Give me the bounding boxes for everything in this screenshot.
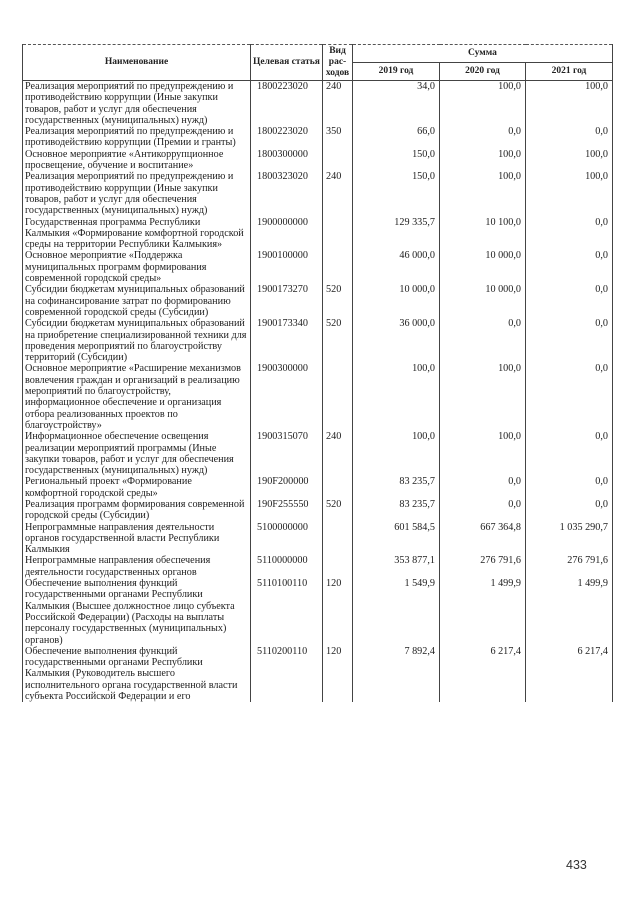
row-2019: 34,0 xyxy=(353,81,440,127)
row-name: Непрограммные направления деятельности органов государственной власти Республики Калмыкия xyxy=(23,522,251,556)
row-2020: 0,0 xyxy=(440,499,526,522)
row-2019: 129 335,7 xyxy=(353,217,440,251)
row-2020: 0,0 xyxy=(440,318,526,363)
row-name: Субсидии бюджетам муниципальных образований на софинансирование затрат по формированию современной городской среды (Субсидии) xyxy=(23,284,251,318)
row-vid xyxy=(323,363,353,431)
row-code: 190F255550 xyxy=(251,499,323,522)
table-row xyxy=(23,363,613,431)
row-name: Обеспечение выполнения функций государственными органами Республики Калмыкия (Руководитель высшего исполнительного органа государственной власти субъекта Российской Федерации и его xyxy=(23,646,251,702)
row-vid xyxy=(323,149,353,172)
row-2019: 100,0 xyxy=(353,431,440,476)
row-vid xyxy=(323,217,353,251)
row-2019: 1 549,9 xyxy=(353,578,440,646)
row-vid: 120 xyxy=(323,578,353,646)
table-row xyxy=(23,250,613,284)
budget-table-sheet xyxy=(22,44,612,702)
row-2021: 0,0 xyxy=(526,476,613,499)
row-name: Основное мероприятие «Расширение механизмов вовлечения граждан и организаций в реализацию мероприятий по благоустройству, информационное обеспечение и организация отбора реализованных проектов по благоустройству» xyxy=(23,363,251,431)
row-code: 1900000000 xyxy=(251,217,323,251)
row-vid xyxy=(323,476,353,499)
row-code: 5110000000 xyxy=(251,555,323,578)
row-name: Реализация программ формирования современной городской среды (Субсидии) xyxy=(23,499,251,522)
row-name: Информационное обеспечение освещения реализации мероприятий программы (Иные закупки товаров, работ и услуг для обеспечения государственных (муниципальных) нужд) xyxy=(23,431,251,476)
row-vid: 240 xyxy=(323,81,353,127)
row-code: 1800223020 xyxy=(251,81,323,127)
row-2021: 0,0 xyxy=(526,499,613,522)
header-sum: Сумма xyxy=(353,45,613,63)
header-2021: 2021 год xyxy=(526,63,613,81)
row-code: 1900173270 xyxy=(251,284,323,318)
header-2019: 2019 год xyxy=(353,63,440,81)
table-row xyxy=(23,578,613,646)
row-vid xyxy=(323,555,353,578)
table-row xyxy=(23,555,613,578)
header-code: Целевая статья xyxy=(251,45,323,81)
row-2020: 100,0 xyxy=(440,81,526,127)
row-code: 5100000000 xyxy=(251,522,323,556)
row-name: Основное мероприятие «Поддержка муниципальных программ формирования современной городской среды» xyxy=(23,250,251,284)
row-2021: 0,0 xyxy=(526,363,613,431)
row-name: Реализация мероприятий по предупреждению и противодействию коррупции (Иные закупки товаров, работ и услуг для обеспечения государственных (муниципальных) нужд) xyxy=(23,171,251,216)
row-2021: 0,0 xyxy=(526,318,613,363)
row-vid xyxy=(323,522,353,556)
budget-table xyxy=(22,44,613,702)
row-code: 5110100110 xyxy=(251,578,323,646)
row-2021: 6 217,4 xyxy=(526,646,613,702)
row-2019: 601 584,5 xyxy=(353,522,440,556)
table-row xyxy=(23,318,613,363)
row-code: 1800300000 xyxy=(251,149,323,172)
row-vid: 520 xyxy=(323,499,353,522)
row-2019: 83 235,7 xyxy=(353,499,440,522)
table-row xyxy=(23,81,613,127)
table-row xyxy=(23,499,613,522)
row-2021: 0,0 xyxy=(526,217,613,251)
row-2021: 0,0 xyxy=(526,284,613,318)
row-code: 190F200000 xyxy=(251,476,323,499)
row-2021: 0,0 xyxy=(526,126,613,149)
row-2020: 100,0 xyxy=(440,171,526,216)
header-vid: Вид рас-ходов xyxy=(323,45,353,81)
table-row xyxy=(23,476,613,499)
row-vid: 240 xyxy=(323,171,353,216)
table-row xyxy=(23,126,613,149)
table-row xyxy=(23,149,613,172)
row-name: Региональный проект «Формирование комфортной городской среды» xyxy=(23,476,251,499)
row-name: Субсидии бюджетам муниципальных образований на приобретение специализированной техники для проведения мероприятий по благоустройству территорий (Субсидии) xyxy=(23,318,251,363)
row-code: 1900300000 xyxy=(251,363,323,431)
row-2021: 1 035 290,7 xyxy=(526,522,613,556)
row-2019: 66,0 xyxy=(353,126,440,149)
table-row xyxy=(23,284,613,318)
row-2021: 276 791,6 xyxy=(526,555,613,578)
row-2020: 10 000,0 xyxy=(440,250,526,284)
row-2020: 0,0 xyxy=(440,476,526,499)
row-2021: 100,0 xyxy=(526,149,613,172)
page-number: 433 xyxy=(566,858,587,872)
row-2021: 1 499,9 xyxy=(526,578,613,646)
row-2019: 7 892,4 xyxy=(353,646,440,702)
row-name: Непрограммные направления обеспечения деятельности государственных органов xyxy=(23,555,251,578)
row-2019: 83 235,7 xyxy=(353,476,440,499)
row-vid: 520 xyxy=(323,284,353,318)
row-2020: 100,0 xyxy=(440,431,526,476)
table-row xyxy=(23,522,613,556)
row-2020: 100,0 xyxy=(440,363,526,431)
row-2019: 353 877,1 xyxy=(353,555,440,578)
row-2019: 150,0 xyxy=(353,149,440,172)
header-name: Наименование xyxy=(23,45,251,81)
row-2019: 36 000,0 xyxy=(353,318,440,363)
row-name: Государственная программа Республики Калмыкия «Формирование комфортной городской среды на территории Республики Калмыкия» xyxy=(23,217,251,251)
row-code: 1800323020 xyxy=(251,171,323,216)
row-2020: 0,0 xyxy=(440,126,526,149)
table-row xyxy=(23,171,613,216)
row-vid: 240 xyxy=(323,431,353,476)
table-row xyxy=(23,646,613,702)
row-name: Основное мероприятие «Антикоррупционное просвещение, обучение и воспитание» xyxy=(23,149,251,172)
row-code: 1800223020 xyxy=(251,126,323,149)
header-2020: 2020 год xyxy=(440,63,526,81)
row-code: 1900173340 xyxy=(251,318,323,363)
row-code: 1900315070 xyxy=(251,431,323,476)
table-row xyxy=(23,217,613,251)
row-name: Обеспечение выполнения функций государственными органами Республики Калмыкия (Высшее должностное лицо субъекта Российской Федерации) (Расходы на выплаты персоналу государственных (муниципальных) органов) xyxy=(23,578,251,646)
row-2021: 100,0 xyxy=(526,81,613,127)
row-vid: 120 xyxy=(323,646,353,702)
row-name: Реализация мероприятий по предупреждению и противодействию коррупции (Иные закупки товаров, работ и услуг для обеспечения государственных (муниципальных) нужд) xyxy=(23,81,251,127)
row-2019: 100,0 xyxy=(353,363,440,431)
table-row xyxy=(23,431,613,476)
row-2019: 46 000,0 xyxy=(353,250,440,284)
row-name: Реализация мероприятий по предупреждению и противодействию коррупции (Премии и гранты) xyxy=(23,126,251,149)
row-vid: 520 xyxy=(323,318,353,363)
row-2021: 0,0 xyxy=(526,431,613,476)
row-code: 1900100000 xyxy=(251,250,323,284)
row-2020: 667 364,8 xyxy=(440,522,526,556)
row-2019: 10 000,0 xyxy=(353,284,440,318)
row-vid xyxy=(323,250,353,284)
table-body xyxy=(23,81,613,703)
row-2020: 6 217,4 xyxy=(440,646,526,702)
row-2021: 0,0 xyxy=(526,250,613,284)
row-2020: 100,0 xyxy=(440,149,526,172)
row-2020: 1 499,9 xyxy=(440,578,526,646)
row-2021: 100,0 xyxy=(526,171,613,216)
row-code: 5110200110 xyxy=(251,646,323,702)
row-2020: 10 000,0 xyxy=(440,284,526,318)
row-2020: 276 791,6 xyxy=(440,555,526,578)
row-vid: 350 xyxy=(323,126,353,149)
row-2019: 150,0 xyxy=(353,171,440,216)
row-2020: 10 100,0 xyxy=(440,217,526,251)
